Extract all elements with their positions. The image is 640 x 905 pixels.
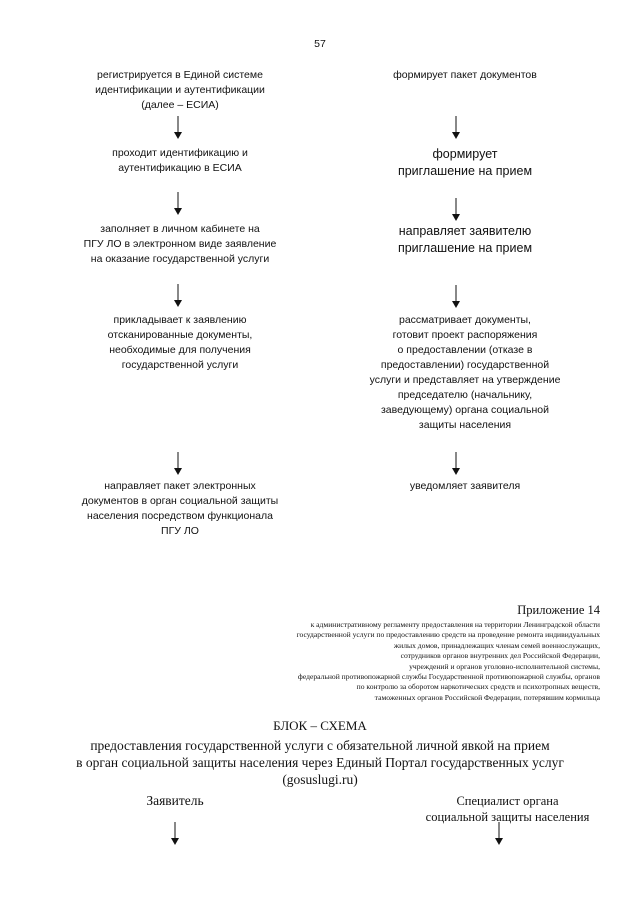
subtitle-line: в орган социальной защиты населения через Единый Портал государственных услуг	[76, 755, 564, 770]
specialist-heading: Специалист органа социальной защиты населения	[425, 794, 590, 824]
right-step-3: направляет заявителю приглашение на прием	[397, 224, 533, 255]
arrow-down-icon	[169, 822, 181, 846]
arrow-down-icon	[172, 116, 184, 140]
arrow-down-icon	[450, 116, 462, 140]
applicant-heading: Заявитель	[146, 793, 204, 808]
left-step-2: проходит идентификацию и аутентификацию в ЕСИА	[112, 147, 248, 174]
block-scheme-subtitle	[20, 737, 620, 788]
arrow-down-icon	[450, 198, 462, 222]
appendix-line: государственной услуги по предоставлению средств на проведение ремонта индивидуальных	[296, 630, 600, 640]
arrow-down-icon	[493, 822, 505, 846]
appendix-line: по контролю за оборотом наркотических средств и психотропных веществ,	[356, 682, 600, 692]
appendix-line: федеральной противопожарной службы Государственной противопожарной службы, органов	[297, 672, 600, 682]
arrow-down-icon	[172, 192, 184, 216]
right-step-4: рассматривает документы, готовит проект распоряжения о предоставлении (отказе в предоставлении) государственной услуги и представляет на утверждение председателю (начальнику, заведующему) органа социальной защиты населения	[369, 314, 561, 431]
left-step-5: направляет пакет электронных документов в орган социальной защиты населения посредством функционала ПГУ ЛО	[81, 480, 279, 537]
left-step-1: регистрируется в Единой системе идентификации и аутентификации (далее – ЕСИА)	[95, 69, 265, 111]
block-scheme-title: БЛОК – СХЕМА	[273, 718, 367, 733]
right-step-5: уведомляет заявителя	[409, 480, 521, 492]
appendix-line: учреждений и органов уголовно-исполнительной системы,	[409, 661, 600, 671]
arrow-down-icon	[450, 452, 462, 476]
appendix-title: Приложение 14	[517, 603, 600, 617]
appendix-line: сотрудников органов внутренних дел Российской Федерации,	[400, 651, 600, 661]
page-number: 57	[314, 38, 326, 50]
subtitle-line: (gosuslugi.ru)	[282, 772, 358, 787]
left-step-4: прикладывает к заявлению отсканированные документы, необходимые для получения государственной услуги	[107, 314, 253, 371]
appendix-line: таможенных органов Российской Федерации, потерявшим кормильца	[374, 692, 600, 702]
appendix-caption	[160, 620, 600, 703]
left-step-3: заполняет в личном кабинете на ПГУ ЛО в электронном виде заявление на оказание государственной услуги	[83, 223, 277, 265]
arrow-down-icon	[172, 284, 184, 308]
appendix-line: к административному регламенту предоставления на территории Ленинградской области	[310, 620, 600, 629]
right-step-2: формирует приглашение на прием	[397, 147, 533, 178]
appendix-line: жилых домов, принадлежащих членам семей военнослужащих,	[393, 640, 600, 650]
subtitle-line: предоставления государственной услуги с обязательной личной явкой на прием	[90, 738, 550, 753]
right-step-1: формирует пакет документов	[393, 69, 537, 81]
arrow-down-icon	[172, 452, 184, 476]
arrow-down-icon	[450, 285, 462, 309]
